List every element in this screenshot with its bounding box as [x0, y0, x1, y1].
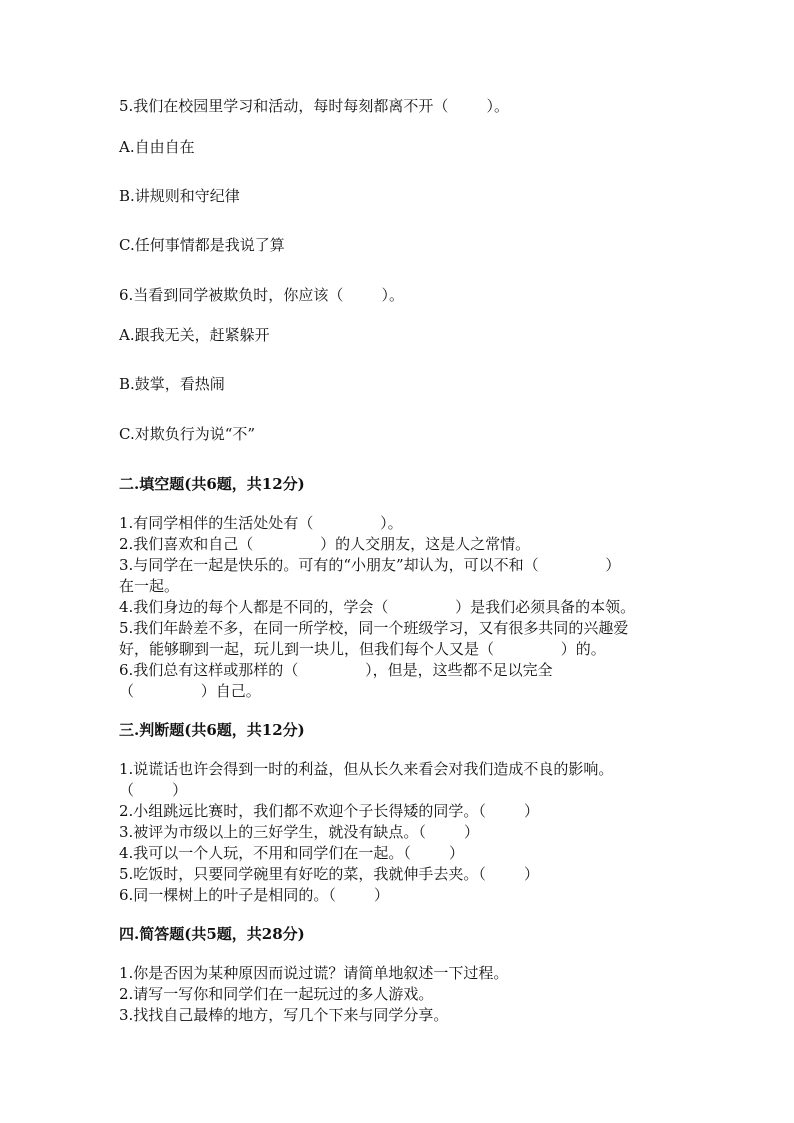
judge-line: 2.小组跳远比赛时，我们都不欢迎个子长得矮的同学。（ ） [119, 802, 539, 820]
question-6-option-b: B.鼓掌，看热闹 [119, 375, 225, 393]
short-answer-line: 2.请写一写你和同学们在一起玩过的多人游戏。 [119, 985, 434, 1003]
judge-line: 1.说谎话也许会得到一时的利益，但从长久来看会对我们造成不良的影响。 [119, 760, 614, 778]
question-5-stem: 5.我们在校园里学习和活动，每时每刻都离不开（ ）。 [119, 97, 509, 115]
section-heading-short-answer: 四.简答题(共5题，共28分) [119, 925, 305, 943]
judge-line: 4.我可以一个人玩，不用和同学们在一起。（ ） [119, 844, 464, 862]
short-answer-line: 3.找找自己最棒的地方，写几个下来与同学分享。 [119, 1006, 449, 1024]
question-5-option-c: C.任何事情都是我说了算 [119, 236, 285, 254]
fill-line: 3.与同学在一起是快乐的。可有的“小朋友”却认为，可以不和（ ） [119, 556, 621, 574]
fill-line: 6.我们总有这样或那样的（ ），但是，这些都不足以完全 [119, 661, 553, 679]
fill-line: 好，能够聊到一起，玩儿到一块儿，但我们每个人又是（ ）的。 [119, 640, 606, 658]
fill-line: 2.我们喜欢和自己（ ）的人交朋友，这是人之常情。 [119, 535, 531, 553]
question-6-option-c: C.对欺负行为说“不” [119, 425, 256, 443]
question-5-option-b: B.讲规则和守纪律 [119, 187, 240, 205]
judge-line: 3.被评为市级以上的三好学生，就没有缺点。（ ） [119, 823, 479, 841]
fill-line: 5.我们年龄差不多，在同一所学校，同一个班级学习，又有很多共同的兴趣爱 [119, 619, 629, 637]
section-heading-fill: 二.填空题(共6题，共12分) [119, 475, 305, 493]
fill-line: 4.我们身边的每个人都是不同的，学会（ ）是我们必须具备的本领。 [119, 598, 636, 616]
fill-line: （ ）自己。 [119, 682, 261, 700]
question-5-option-a: A.自由自在 [119, 138, 195, 156]
fill-line: 1.有同学相伴的生活处处有（ ）。 [119, 514, 403, 532]
judge-line: 6.同一棵树上的叶子是相同的。（ ） [119, 886, 389, 904]
section-heading-judge: 三.判断题(共6题，共12分) [119, 721, 305, 739]
judge-line: 5.吃饭时，只要同学碗里有好吃的菜，我就伸手去夹。（ ） [119, 865, 539, 883]
question-6-option-a: A.跟我无关，赶紧躲开 [119, 326, 270, 344]
fill-line: 在一起。 [119, 577, 180, 595]
judge-line: （ ） [119, 781, 188, 799]
question-6-stem: 6.当看到同学被欺负时，你应该（ ）。 [119, 286, 404, 304]
short-answer-line: 1.你是否因为某种原因而说过谎？请简单地叙述一下过程。 [119, 964, 509, 982]
